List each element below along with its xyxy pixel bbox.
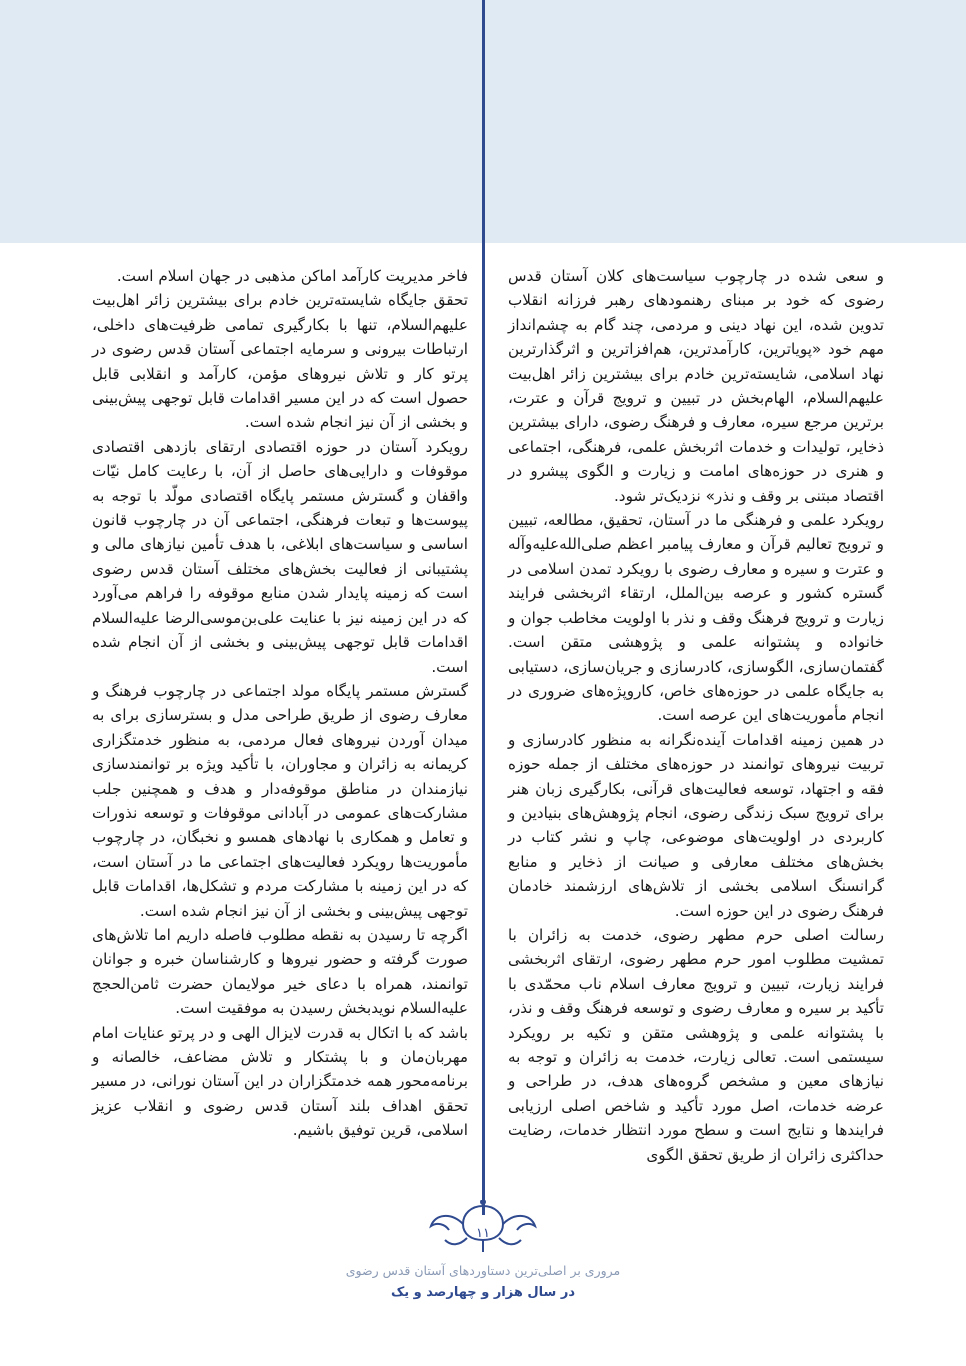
column-divider xyxy=(482,0,485,1215)
paragraph: رسالت اصلی حرم مطهر رضوی، خدمت به زائران با تمشیت مطلوب امور حرم مطهر رضوی، ارتقای اثربخشی فرایند زیارت، تبیین و ترویج معارف اسلام ناب محمّدی با تأکید بر سیره و معارف رضوی و توسعه فرهنگ وقف و نذر، با پشتوانه علمی و پژوهشی متقن و تکیه بر رویکرد سیستمی است. تعالی زیارت، خدمت به زائران و توجه به نیازهای معین و مشخص گروه‌های هدف، در طراحی و عرضه خدمات، اصل مورد تأکید و شاخص اصلی ارزیابی فرایندها و نتایج است و سطح مورد انتظار خدمات، رضایت حداکثری زائران از طریق تحقق الگوی xyxy=(508,925,884,1164)
paragraph: فاخر مدیریت کارآمد اماکن مذهبی در جهان اسلام است. xyxy=(116,267,468,285)
paragraph: در همین زمینه اقدامات آینده‌نگرانه به منظور کادرسازی و تربیت نیروهای توانمند در حوزه‌های مختلف از جمله حوزه فقه و اجتهاد، توسعه فعالیت‌های قرآنی، بکارگیری زبان هنر برای ترویج سبک زندگی رضوی، انجام پژوهش‌های بنیادین و کاربردی در اولویت‌های موضوعی، چاپ و نشر کتاب در بخش‌های مختلف معارفی و صیانت از ذخایر و منابع گرانسنگ اسلامی بخشی از تلاش‌های ارزشمند خادمان فرهنگ رضوی در این حوزه است. xyxy=(508,730,884,920)
paragraph: و سعی شده در چارچوب سیاست‌های کلان آستان قدس رضوی که خود بر مبنای رهنمودهای رهبر فرزانه انقلاب تدوین شده، این نهاد دینی و مردمی، چند گام به چشم‌انداز مهم خود «پویاترین، کارآمدترین، هم‌افزاترین و اثرگذارترین نهاد اسلامی، شایسته‌ترین خادم برای بیشترین زائر اهل‌بیت علیهم‌السلام، الهام‌بخش در تبیین و ترویج قرآن و عترت، برترین مرجع سیره، معارف و فرهنگ رضوی، دارای بیشترین ذخایر، تولیدات و خدمات اثربخش علمی، فرهنگی، اجتماعی و هنری در حوزه‌های امامت و زیارت و الگوی پیشرو در اقتصاد مبتنی بر وقف و نذر» نزدیک‌تر شود. xyxy=(508,267,884,505)
paragraph: رویکرد آستان در حوزه اقتصادی ارتقای بازدهی اقتصادی موقوفات و دارایی‌های حاصل از آن، با رعایت کامل نیّات واقفان و گسترش مستمر پایگاه اقتصادی مولّد با توجه به پیوست‌ها و تبعات فرهنگی، اجتماعی آن در چارچوب قانون اساسی و سیاست‌های ابلاغی، با هدف تأمین نیازهای مالی و پشتیبانی از فعالیت بخش‌های مختلف آستان قدس رضوی است که زمینه پایدار شدن منابع موقوفه را فراهم می‌آورد که در این زمینه نیز با عنایت علی‌بن‌موسی‌الرضا علیه‌السلام اقدامات قابل توجهی پیش‌بینی و بخشی از آن انجام شده است. xyxy=(92,437,468,676)
paragraph: رویکرد علمی و فرهنگی ما در آستان، تحقیق، مطالعه، تبیین و ترویج تعالیم قرآن و معارف پیامبر اعظم صلی‌الله‌علیه‌وآله و عترت و سیره و معارف رضوی با رویکرد تمدن اسلامی در گستره کشور و عرصه بین‌الملل، ارتقاء اثربخشی فرایند زیارت و ترویج فرهنگ وقف و نذر با اولویت مخاطب جوان و خانواده و پشتوانه علمی و پژوهشی متقن است. گفتمان‌سازی، الگوسازی، کادرسازی و جریان‌سازی، دستیابی به جایگاه علمی در حوزه‌های خاص، کاروپژه‌های ضروری در انجام مأموریت‌های این عرصه است. xyxy=(508,511,884,725)
footer-subtitle: در سال هزار و چهارصد و یک xyxy=(390,1285,576,1300)
paragraph: اگرچه تا رسیدن به نقطه مطلوب فاصله داریم اما تلاش‌های صورت گرفته و حضور نیروها و کارشناسان خبره و جوانان توانمند، همراه با دعای خیر مولایمان حضرت ثامن‌الحجج علیه‌السلام نوید‌بخش رسیدن به موفقیت است. xyxy=(92,925,468,1018)
paragraph: تحقق جایگاه شایسته‌ترین خادم برای بیشترین زائر اهل‌بیت علیهم‌السلام، تنها با بکارگیری تمامی ظرفیت‌های داخلی، ارتباطات بیرونی و سرمایه اجتماعی آستان قدس رضوی در پرتو کار و تلاش نیروهای مؤمن، کارآمد و انقلابی قابل حصول است که در این مسیر اقدامات قابل توجهی پیش‌بینی و بخشی از آن نیز انجام شده است. xyxy=(92,291,468,432)
footer-title: مروری بر اصلی‌ترین دستاوردهای آستان قدس رضوی xyxy=(345,1263,621,1278)
left-column xyxy=(92,264,468,1143)
paragraph: باشد که با اتکال به قدرت لایزال الهی و در پرتو عنایات امام مهربان‌مان و با پشتکار و تلاش مضاعف، خالصانه و برنامه‌محور همه خدمتگزاران در این آستان نورانی، در مسیر تحقق اهداف بلند آستان قدس رضوی و انقلاب عزیز اسلامی، قرین توفیق باشیم. xyxy=(92,1023,468,1140)
page-number: ۱۱ xyxy=(476,1226,490,1241)
paragraph: گسترش مستمر پایگاه مولد اجتماعی در چارچوب فرهنگ و معارف رضوی از طریق طراحی مدل و بسترسازی برای به میدان آوردن نیروهای فعال مردمی، به منظور خدمتگزاری کریمانه به زائران و مجاوران، با تأکید ویژه بر توانمندسازی نیازمندان در مناطق موقوفه‌دار و هدف و همچنین جلب مشارکت‌های عمومی در آبادانی موقوفات و توسعه نذورات و تعامل و همکاری با نهادهای همسو و نخبگان، در چارچوب مأموریت‌ها رویکرد فعالیت‌های اجتماعی ما در آستان است، که در این زمینه با مشارکت مردم و تشکل‌ها، اقدامات قابل توجهی پیش‌بینی و بخشی از آن نیز انجام شده است. xyxy=(92,681,468,920)
right-column xyxy=(508,264,884,1167)
